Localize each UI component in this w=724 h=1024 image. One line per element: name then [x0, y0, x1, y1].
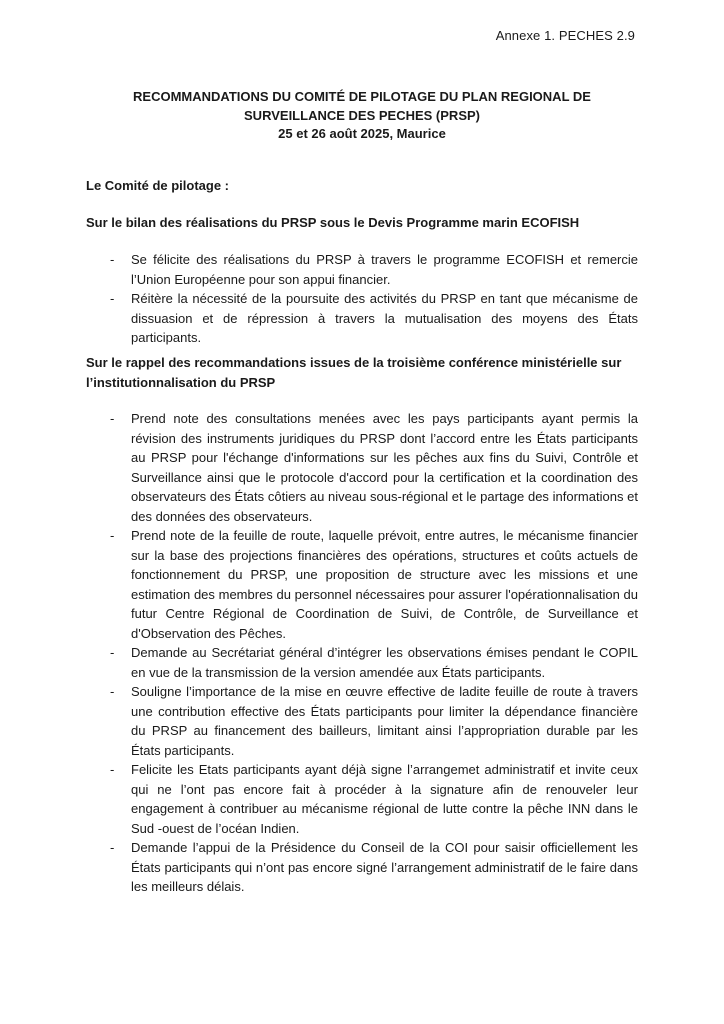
bullet-dash: - — [110, 684, 115, 699]
list-item — [86, 250, 638, 289]
section-2-list — [86, 409, 638, 897]
bullet-dash: - — [110, 411, 115, 426]
bullet-dash: - — [110, 291, 115, 306]
intro-heading: Le Comité de pilotage : — [86, 178, 230, 193]
list-item — [86, 760, 638, 838]
title-line-2: SURVEILLANCE DES PECHES (PRSP) — [244, 107, 480, 123]
list-item-text: Demande au Secrétariat général d’intégrer les observations émises pendant le COPIL en vue de la transmission de la version amendée aux États participants. — [131, 645, 638, 680]
bullet-dash: - — [110, 840, 115, 855]
list-item — [86, 526, 638, 643]
section-1-list — [86, 250, 638, 348]
bullet-dash: - — [110, 762, 115, 777]
list-item-text: Se félicite des réalisations du PRSP à travers le programme ECOFISH et remercie l’Union Européenne pour son appui financier. — [131, 252, 638, 287]
section-2-heading: Sur le rappel des recommandations issues de la troisième conférence ministérielle sur l’institutionnalisation du PRSP — [86, 355, 622, 390]
document-title — [90, 88, 634, 144]
list-item-text: Felicite les Etats participants ayant déjà signe l’arrangemet administratif et invite ceux qui ne l’ont pas encore fait à procéder à la signature afin de renouveler leur engagement à contribuer au mécanisme régional de lutte contre la pêche INN dans le Sud -ouest de l’océan Indien. — [131, 762, 638, 836]
annex-label: Annexe 1. PECHES 2.9 — [495, 28, 635, 43]
section-1-heading: Sur le bilan des réalisations du PRSP sous le Devis Programme marin ECOFISH — [86, 215, 580, 230]
title-date-location: 25 et 26 août 2025, Maurice — [278, 126, 446, 141]
bullet-dash: - — [110, 528, 115, 543]
list-item-text: Demande l’appui de la Présidence du Conseil de la COI pour saisir officiellement les États participants qui n’ont pas encore signé l’arrangement administratif de le faire dans les meilleurs délais. — [131, 840, 638, 894]
list-item — [86, 643, 638, 682]
list-item — [86, 289, 638, 348]
list-item — [86, 409, 638, 526]
bullet-dash: - — [110, 252, 115, 267]
list-item-text: Réitère la nécessité de la poursuite des activités du PRSP en tant que mécanisme de dissuasion et de répression à travers la mutualisation des moyens des États participants. — [131, 291, 638, 345]
list-item — [86, 838, 638, 897]
list-item — [86, 682, 638, 760]
list-item-text: Souligne l’importance de la mise en œuvre effective de ladite feuille de route à travers une contribution effective des États participants pour limiter la dépendance financière du PRSP au financement des bailleurs, limitant ainsi l’appropriation durable par les États participants. — [131, 684, 638, 758]
bullet-dash: - — [110, 645, 115, 660]
list-item-text: Prend note de la feuille de route, laquelle prévoit, entre autres, le mécanisme financier sur la base des projections financières des opérations, structures et coûts actuels de fonctionnement du PRSP, une proposition de structure avec les missions et une estimation des membres du personnel nécessaires pour assurer l'opérationnalisation du futur Centre Régional de Coordination de Suivi, de Contrôle, de Surveillance et d'Observation des Pêches. — [131, 528, 638, 641]
list-item-text: Prend note des consultations menées avec les pays participants ayant permis la révision des instruments juridiques du PRSP dont l’accord entre les États participants au PRSP pour l'échange d'informations sur les pêches aux fins du Suivi, Contrôle et Surveillance ainsi que le protocole d'accord pour la certification et la coordination des observateurs des États côtiers au niveau sous-régional et le partage des informations et des données des observateurs. — [131, 411, 638, 524]
title-line-1: RECOMMANDATIONS DU COMITÉ DE PILOTAGE DU PLAN REGIONAL DE — [133, 89, 591, 104]
